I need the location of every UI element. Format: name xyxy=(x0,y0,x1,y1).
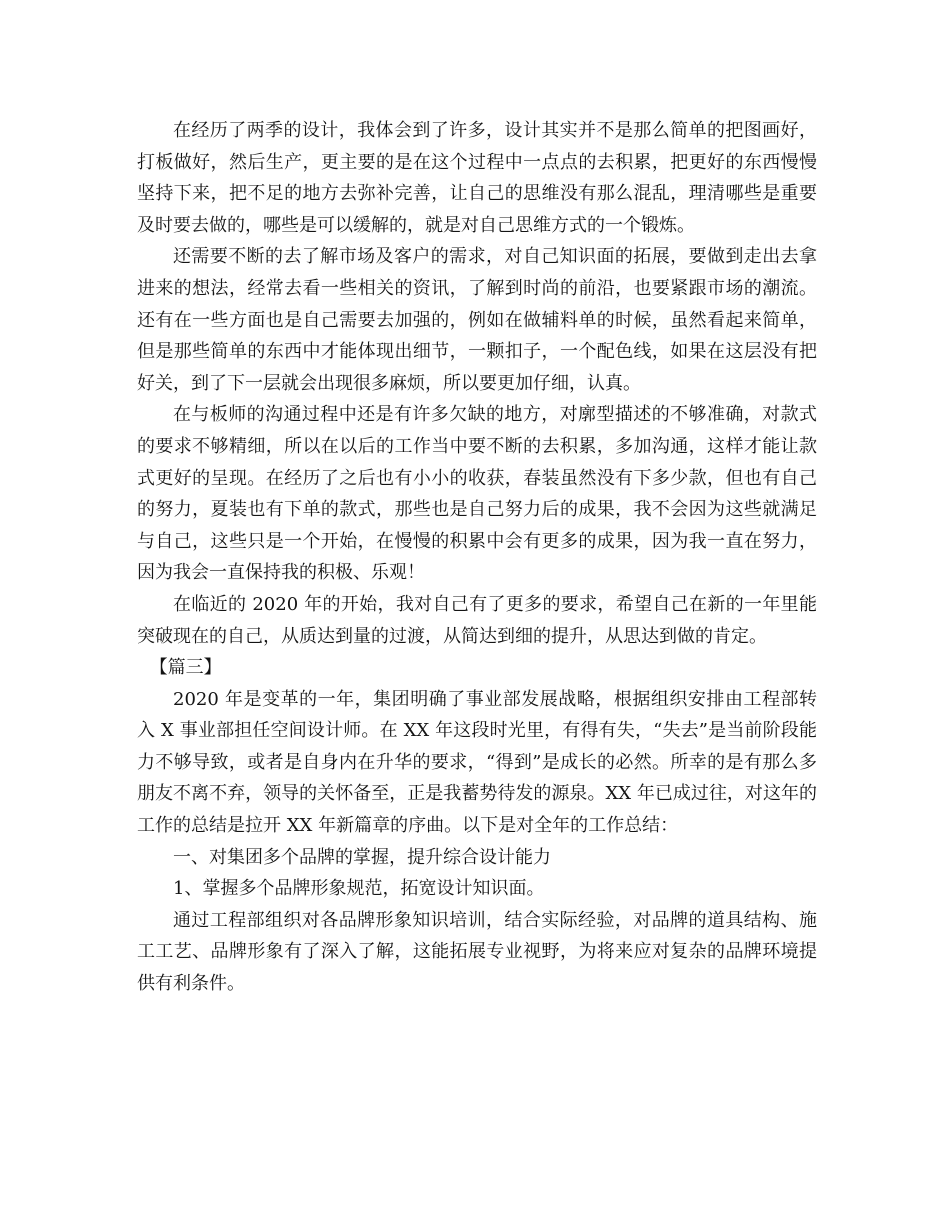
paragraph-market-needs: 还需要不断的去了解市场及客户的需求，对自己知识面的拓展，要做到走出去拿进来的想法，经常去看一些相关的资讯，了解到时尚的前沿，也要紧跟市场的潮流。还有在一些方面也是自己需要去加强的，例如在做辅料单的时候，虽然看起来简单，但是那些简单的东西中才能体现出细节，一颗扣子，一个配色线，如果在这层没有把好关，到了下一层就会出现很多麻烦，所以要更加仔细，认真。 xyxy=(137,246,817,394)
subheading-brand-mastery: 一、对集团多个品牌的掌握，提升综合设计能力 xyxy=(173,846,551,868)
paragraph-new-year-goals: 在临近的 2020 年的开始，我对自己有了更多的要求，希望自己在新的一年里能突破现在的自己，从质达到量的过渡，从简达到细的提升，从思达到做的肯定。 xyxy=(137,593,817,647)
subheading-brand-standards: 1、掌握多个品牌形象规范，拓宽设计知识面。 xyxy=(173,878,545,900)
document-body xyxy=(137,115,817,1000)
paragraph-training: 通过工程部组织对各品牌形象知识培训，结合实际经验，对品牌的道具结构、施工工艺、品牌形象有了深入了解，这能拓展专业视野，为将来应对复杂的品牌环境提供有利条件。 xyxy=(137,909,817,995)
paragraph-design-experience: 在经历了两季的设计，我体会到了许多，设计其实并不是那么简单的把图画好，打板做好，然后生产，更主要的是在这个过程中一点点的去积累，把更好的东西慢慢坚持下来，把不足的地方去弥补完善，让自己的思维没有那么混乱，理清哪些是重要及时要去做的，哪些是可以缓解的，就是对自己思维方式的一个锻炼。 xyxy=(137,120,817,236)
section-heading-part-three: 【篇三】 xyxy=(149,657,222,679)
paragraph-year-summary: 2020 年是变革的一年，集团明确了事业部发展战略，根据组织安排由工程部转入 X 事业部担任空间设计师。在 XX 年这段时光里，有得有失，“失去”是当前阶段能力不够导致，或者是自身内在升华的要求，“得到”是成长的必然。所幸的是有那么多朋友不离不弃，领导的关怀备至，正是我蓄势待发的源泉。XX 年已成过往，对这年的工作的总结是拉开 XX 年新篇章的序曲。以下是对全年的工作总结： xyxy=(137,688,817,837)
paragraph-communication: 在与板师的沟通过程中还是有许多欠缺的地方，对廓型描述的不够准确，对款式的要求不够精细，所以在以后的工作当中要不断的去积累，多加沟通，这样才能让款式更好的呈现。在经历了之后也有小小的收获，春装虽然没有下多少款，但也有自己的努力，夏装也有下单的款式，那些也是自己努力后的成果，我不会因为这些就满足与自己，这些只是一个开始，在慢慢的积累中会有更多的成果，因为我一直在努力，因为我会一直保持我的积极、乐观！ xyxy=(137,404,817,584)
